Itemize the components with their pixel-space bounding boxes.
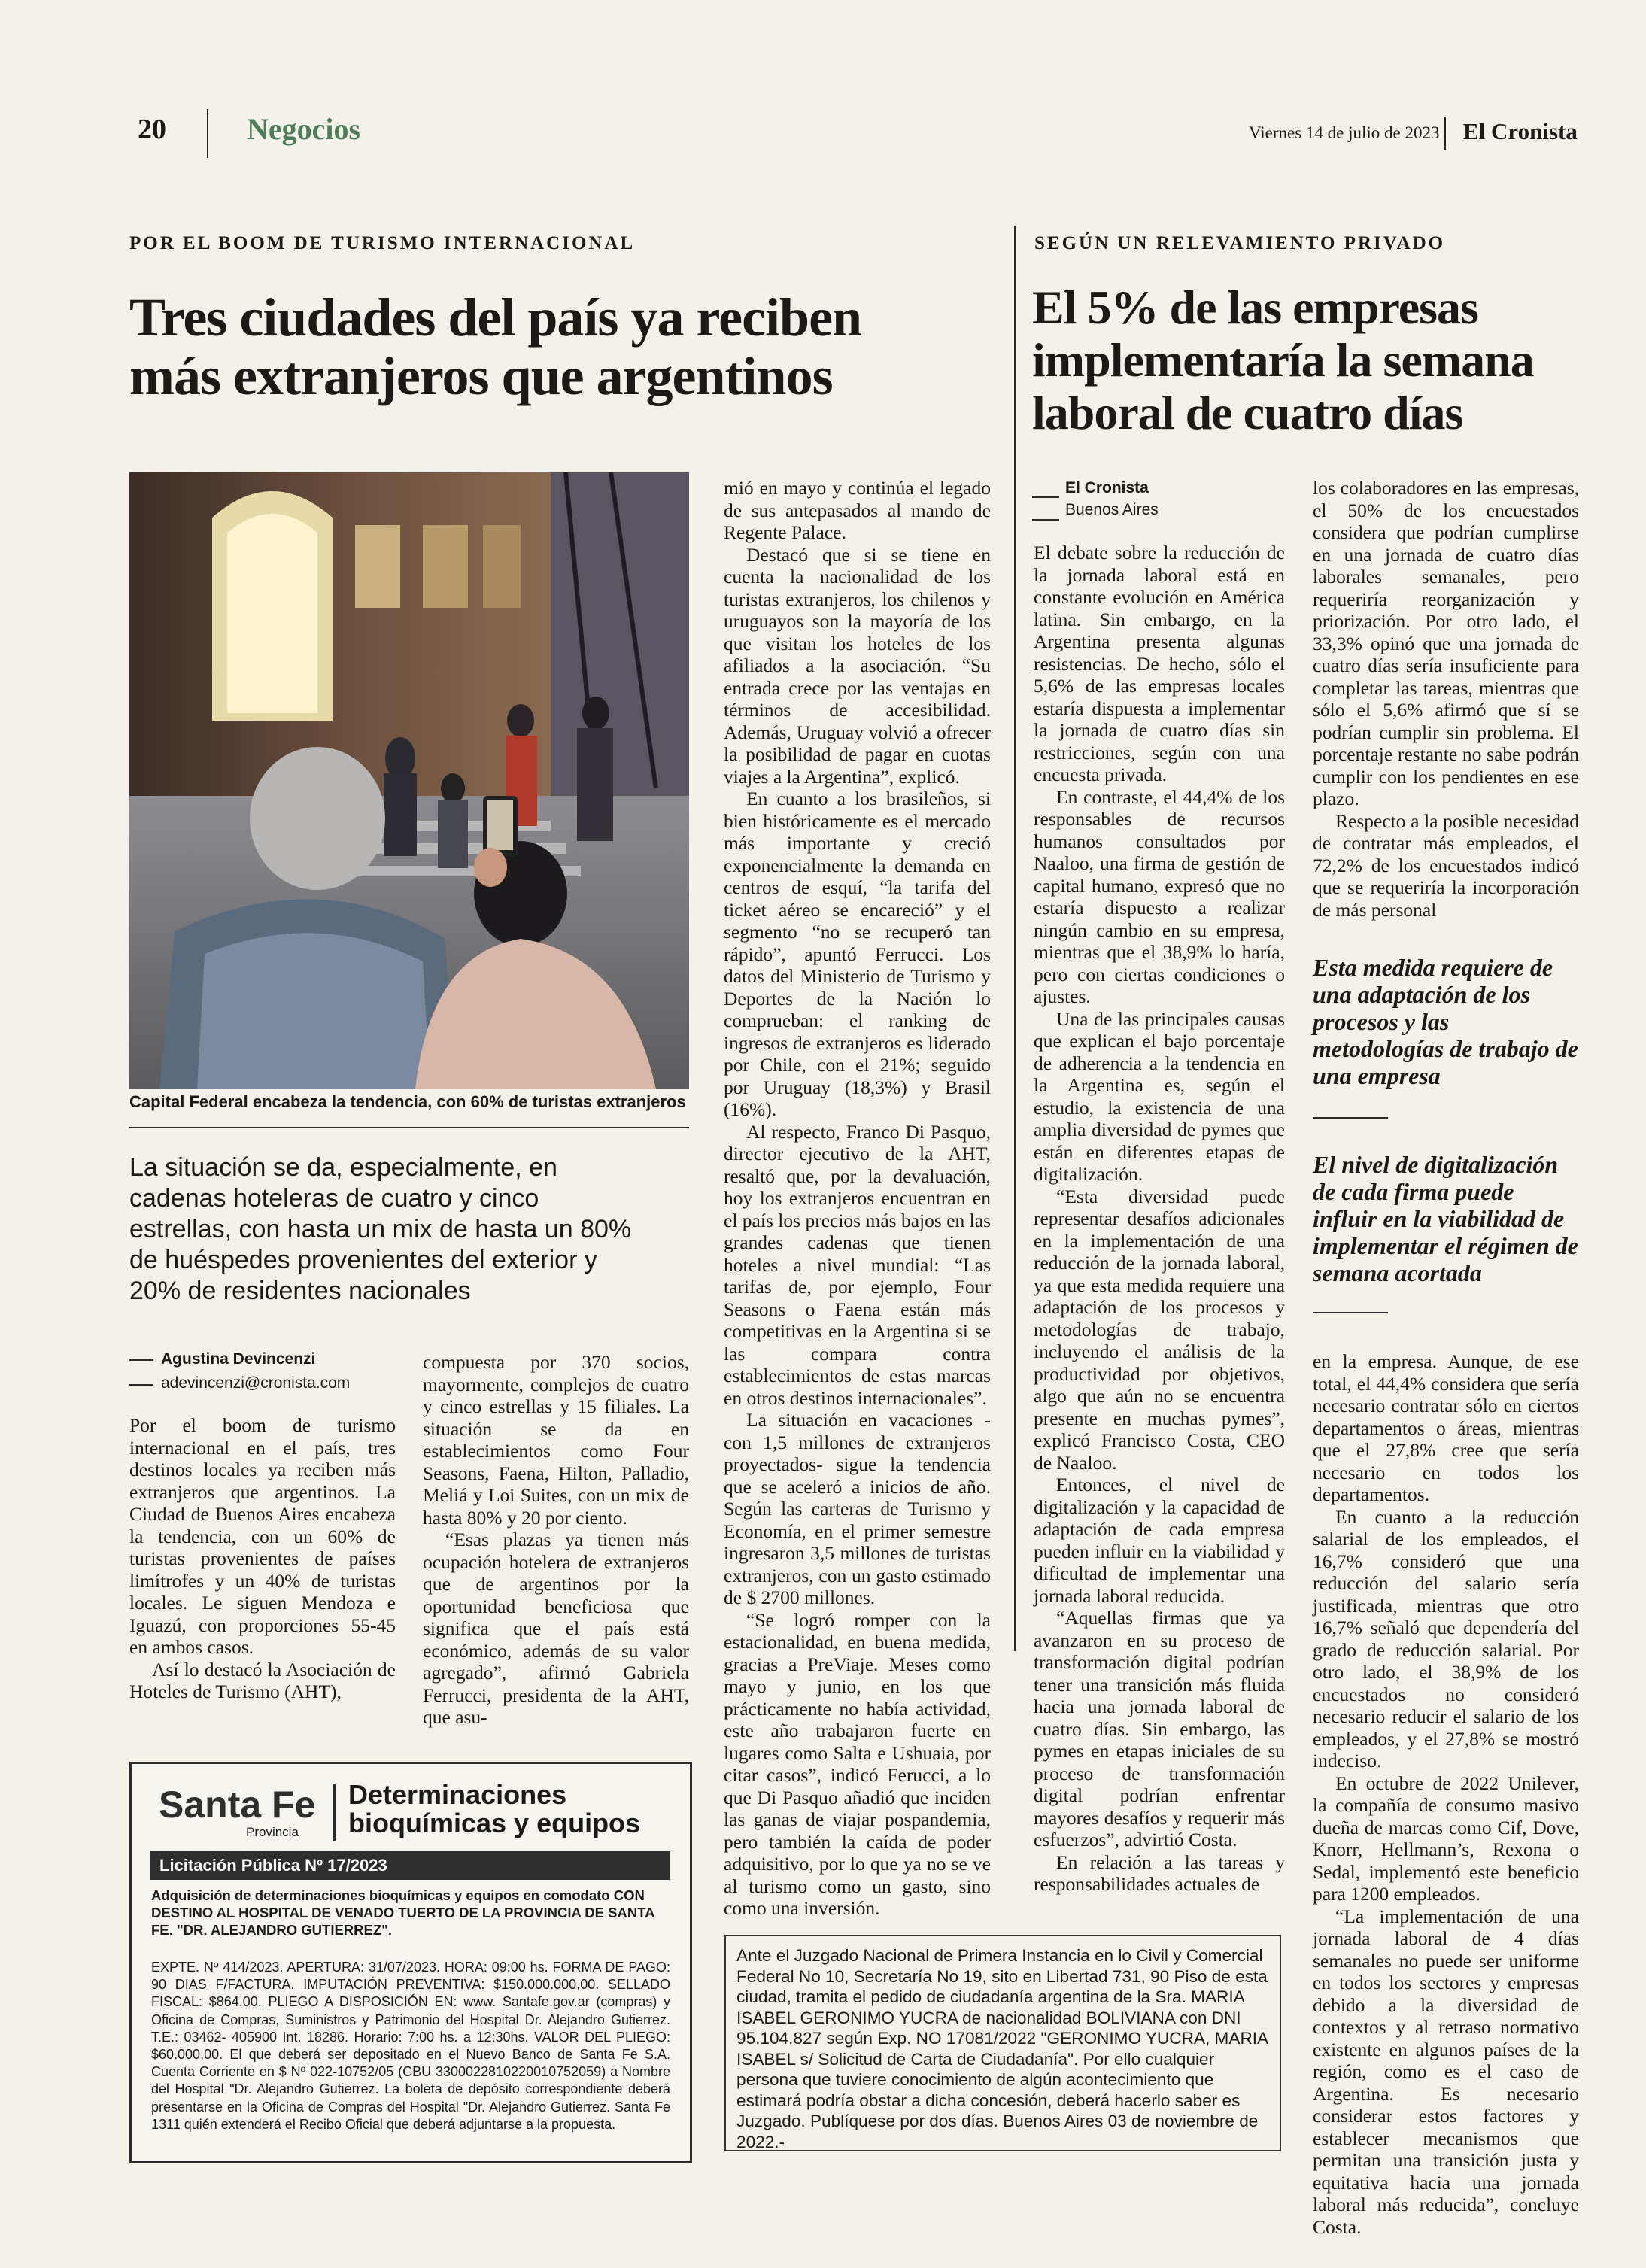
author-email: adevincenzi@cronista.com	[161, 1374, 351, 1392]
section-name: Negocios	[247, 112, 361, 146]
right-headline-line-3: laboral de cuatro días	[1032, 386, 1463, 439]
paragraph: En cuanto a la reducción salarial de los empleados, el 16,7% consideró que una reducción del salario sería justificada, mientras que otro 16,7% señaló que dependería del grado de reducción salarial. Por otro lado, el 38,9% de los encuestados no consideró necesario reducir el salario de los empleados, y el 27,8% se mostró indeciso.	[1313, 1505, 1579, 1772]
paragraph: Respecto a la posible necesidad de contratar más empleados, el 72,2% de los encuestados indicó que se requeriría la incorporación de más personal	[1313, 809, 1579, 921]
paragraph: Destacó que si se tiene en cuenta la nacionalidad de los turistas extranjeros, los chilenos y uruguayos son la mayoría de los que visitan los hoteles de los afiliados a la asociación. “Su entrada crece por las ventajas en términos de accesibilidad. Además, Uruguay volvió a ofrecer la posibilidad de pagar en cuotas viajes a la Argentina”, explicó.	[724, 543, 991, 788]
left-headline	[129, 288, 1002, 405]
government-ad	[129, 1762, 692, 2163]
paragraph: En contraste, el 44,4% de los responsables de recursos humanos consultados por Naaloo, una firma de gestión de capital humano, expresó que no estaría dispuesto a realizar ningún cambio en su empresa, mientras que el 38,9% lo haría, pero con ciertas condiciones o ajustes.	[1034, 785, 1285, 1007]
paragraph: Una de las principales causas que explican el bajo porcentaje de adherencia a la tendencia en la Argentina es, según el estudio, la existencia de una amplia diversidad de pymes que están en diferentes etapas de digitalización.	[1034, 1007, 1285, 1185]
left-headline-line-2: más extranjeros que argentinos	[129, 346, 833, 406]
ad-brand-sub: Provincia	[246, 1825, 299, 1839]
byline-rule-4	[1032, 519, 1059, 521]
header-divider	[207, 109, 208, 158]
newspaper-name: El Cronista	[1463, 118, 1578, 144]
paragraph: mió en mayo y continúa el legado de sus antepasados al mando de Regente Palace.	[724, 477, 991, 543]
ad-brand: Santa Fe	[159, 1784, 316, 1826]
paragraph: compuesta por 370 socios, mayormente, complejos de cuatro y cinco estrellas y 15 filiales. La situación se da en establecimientos como Four Seasons, Faena, Hilton, Palladio, Meliá y Loi Suites, con un mix de hasta 80% y 20 por ciento.	[423, 1351, 689, 1529]
paragraph: En relación a las tareas y responsabilidades actuales de	[1034, 1851, 1285, 1895]
paragraph: Entonces, el nivel de digitalización y la capacidad de adaptación de cada empresa pueden influir en la viabilidad y dificultad de implementar una jornada laboral reducida.	[1034, 1474, 1285, 1607]
ad-title-line-1: Determinaciones	[348, 1779, 567, 1810]
paragraph: En octubre de 2022 Unilever, la compañía de consumo masivo dueña de marcas como Cif, Dove, Knorr, Hellmann’s, Rexona o Sedal, implementó este beneficio para 1200 empleados.	[1313, 1772, 1579, 1905]
byline-rule-2	[129, 1384, 153, 1386]
right-kicker: SEGÚN UN RELEVAMIENTO PRIVADO	[1034, 233, 1446, 254]
left-col-2	[423, 1351, 689, 1729]
street-crowd-photo	[129, 472, 689, 1089]
article-photo	[129, 472, 689, 1089]
paragraph: “Se logró romper con la estacionalidad, en buena medida, gracias a PreViaje. Meses como mayo y junio, en los que prácticamente no había actividad, este año trabajaron fuerte en lugares como Salta e Ushuaia, por citar casos”, indicó Ferucci, a lo que Di Pasquo añadió que inciden las ganas de viajar pospandemia, pero también la caída de poder adquisitivo, por lo que ya no se ve al turismo como un gasto, sino como una inversión.	[724, 1608, 991, 1919]
header-divider-2	[1444, 117, 1446, 150]
paragraph: Así lo destacó la Asociación de Hoteles de Turismo (AHT),	[129, 1658, 396, 1702]
byline-rule	[129, 1359, 153, 1361]
ad-tender-bar: Licitación Pública Nº 17/2023	[150, 1851, 670, 1880]
photo-caption: Capital Federal encabeza la tendencia, con 60% de turistas extranjeros	[129, 1092, 686, 1111]
paragraph: “Esas plazas ya tienen más ocupación hotelera de extranjeros que de argentinos por la oportunidad beneficiosa que significa que el país está económico, además de su valor agregado”, afirmó Gabriela Ferrucci, presidenta de la AHT, que asu-	[423, 1529, 689, 1728]
article-lead: La situación se da, especialmente, en cadenas hoteleras de cuatro y cinco estrellas, con hasta un mix de hasta un 80% de huéspedes provenientes del exterior y 20% de residentes nacionales	[129, 1153, 632, 1305]
left-col-1	[129, 1414, 396, 1703]
paragraph: Por el boom de turismo internacional en el país, tres destinos locales ya reciben más extranjeros que argentinos. La Ciudad de Buenos Aires encabeza la tendencia, con un 60% de turistas provenientes de países limítrofes y un 40% de turistas locales. Le siguen Mendoza e Iguazú, con proporciones 55-45 en ambos casos.	[129, 1414, 396, 1658]
legal-notice: Ante el Juzgado Nacional de Primera Instancia en lo Civil y Comercial Federal No 10, Secretaría No 19, sito en Libertad 731, 90 Piso de esta ciudad, tramita el pedido de ciudadanía argentina de la Sra. MARIA ISABEL GERONIMO YUCRA de nacionalidad BOLIVIANA con DNI 95.104.827 según Exp. NO 17081/2022 "GERONIMO YUCRA, MARIA ISABEL s/ Solicitud de Carta de Ciudadanía". Por ello cualquier persona que tuviere conocimiento de algún acontecimiento que estimará podría obstar a dicha concesión, deberá hacerlo saber es Juzgado. Publíquese por dos días. Buenos Aires 03 de noviembre de 2022.-	[724, 1935, 1281, 2151]
pull-quote-2: El nivel de digitalización de cada firma puede influir en la viabilidad de implementar el régimen de semana acortada	[1313, 1151, 1578, 1286]
paragraph: El debate sobre la reducción de la jornada laboral está en constante evolución en América latina. Sin embargo, en la Argentina presenta algunas resistencias. De hecho, sólo el 5,6% de las empresas locales estaría dispuesta a implementar la jornada de cuatro días sin restricciones, según con una encuesta privada.	[1034, 542, 1285, 785]
paragraph: En cuanto a los brasileños, si bien históricamente es el mercado más importante y creció exponencialmente la demanda en centros de esquí, “la tarifa del ticket aéreo se encareció” y el segmento “no se recuperó tan rápido”, apuntó Ferrucci. Los datos del Ministerio de Turismo y Deportes de la Nación lo comprueban: el ranking de ingresos de extranjeros es liderado por Chile, con el 21%; seguido por Uruguay (18,3%) y Brasil (16%).	[724, 788, 991, 1120]
ad-separator	[333, 1784, 336, 1841]
byline-rule-3	[1032, 496, 1059, 498]
right-col-2-bottom	[1313, 1350, 1579, 2238]
left-headline-line-1: Tres ciudades del país ya reciben	[129, 287, 862, 348]
right-col-2-top	[1313, 477, 1579, 921]
paragraph: en la empresa. Aunque, de ese total, el 44,4% considera que sería necesario contratar sólo en ciertos departamentos o áreas, mientras que el 27,8% cree que sería necesario en todos los departamentos.	[1313, 1350, 1579, 1505]
left-kicker: POR EL BOOM DE TURISMO INTERNACIONAL	[129, 233, 636, 254]
ad-title	[348, 1781, 640, 1838]
byline-place: Buenos Aires	[1065, 501, 1159, 518]
right-headline-line-1: El 5% de las empresas	[1032, 281, 1478, 334]
paragraph: Al respecto, Franco Di Pasquo, director ejecutivo de la AHT, resaltó que, por la devaluación, hoy los extranjeros encuentran en el país los precios más bajos en las grandes cadenas que tienen hoteles a nivel mundial: “Las tarifas de, por ejemplo, Four Seasons o Faena están más competitivas en la Argentina si se las compara contra establecimientos de estas marcas en otros destinos internacionales”.	[724, 1120, 991, 1409]
paragraph: “Esta diversidad puede representar desafíos adicionales en la implementación de una reducción de la jornada laboral, ya que esta medida requiere una adaptación de los procesos y metodologías de trabajo, incluyendo el análisis de la productividad por objetivos, algo que aún no se encuentra presente en muchas pymes”, explicó Francisco Costa, CEO de Naaloo.	[1034, 1185, 1285, 1474]
quote-rule	[1313, 1117, 1388, 1119]
right-headline	[1032, 281, 1619, 439]
author-name: Agustina Devincenzi	[161, 1350, 316, 1368]
ad-body: EXPTE. Nº 414/2023. APERTURA: 31/07/2023. HORA: 09:00 hs. FORMA DE PAGO: 90 DIAS F/FACTURA. IMPUTACIÓN PREVENTIVA: $150.000.000,00. SELLADO FISCAL: $864.00. PLIEGO A DISPOSICIÓN EN: www. Santafe.gov.ar (compras) y Oficina de Compras, Suministros y Patrimonio del Hospital Dr. Alejandro Gutierrez. T.E.: 03462- 405900 Int. 18286. Horario: 7:00 hs. a 12:30hs. VALOR DEL PLIEGO: $60.000,00. El que deberá ser depositado en el Nuevo Banco de Santa Fe S.A. Cuenta Corriente en $ Nº 022-10752/05 (CBU 3300022810220010752059) a Nombre del Hospital "Dr. Alejandro Gutierrez. La boleta de depósito correspondiente deberá presentarse en la Oficina de Compras del Hospital "Dr. Alejandro Gutierrez. Santa Fe 1311 quién extenderá el Recibo Oficial que deberá adjuntarse a la propuesta.	[151, 1960, 670, 2132]
pull-quote-1: Esta medida requiere de una adaptación de los procesos y las metodologías de trabajo de una empresa	[1313, 954, 1578, 1089]
byline-source: El Cronista	[1065, 479, 1149, 496]
ad-title-line-2: bioquímicas y equipos	[348, 1808, 641, 1838]
issue-date: Viernes 14 de julio de 2023	[1249, 123, 1440, 142]
caption-rule	[129, 1127, 689, 1128]
ad-description: Adquisición de determinaciones bioquímicas y equipos en comodato CON DESTINO AL HOSPITAL DE VENADO TUERTO DE LA PROVINCIA DE SANTA FE. "DR. ALEJANDRO GUTIERREZ".	[151, 1887, 654, 1938]
paragraph: “Aquellas firmas que ya avanzaron en su proceso de transformación digital podrían tener una transición más fluida hacia una jornada laboral de cuatro días. Sin embargo, las pymes en etapas iniciales de su proceso de transformación digital podrían enfrentar mayores desafíos y requerir más esfuerzos”, advirtió Costa.	[1034, 1607, 1285, 1851]
page-number: 20	[138, 114, 166, 145]
article-divider	[1014, 226, 1016, 1651]
paragraph: La situación en vacaciones -con 1,5 millones de extranjeros proyectados- sigue la tendencia que se aceleró a inicios de año. Según las carteras de Turismo y Economía, en el primer semestre ingresaron 3,5 millones de turistas extranjeros, con un gasto estimado de $ 2700 millones.	[724, 1409, 991, 1608]
right-headline-line-2: implementaría la semana	[1032, 333, 1534, 387]
paragraph: “La implementación de una jornada laboral de 4 días semanales no puede ser uniforme en todos los sectores y empresas debido a la diversidad de contextos y al retraso normativo existente en algunos países de la región, como es el caso de Argentina. Es necesario considerar estos factores y establecer mecanismos que permitan una transición justa y equitativa hacia una jornada laboral más reducida”, concluye Costa.	[1313, 1905, 1579, 2238]
quote-rule-2	[1313, 1312, 1388, 1313]
left-col-3	[724, 477, 991, 1920]
paragraph: los colaboradores en las empresas, el 50% de los encuestados considera que podrían cumplirse en una jornada de cuatro días laborales semanales, pero requeriría reorganización y priorización. Por otro lado, el 33,3% opinó que una jornada de cuatro días sería insuficiente para completar las tareas, mientras que sólo el 5,6% afirmó que sí se podrían cumplir sin problema. El porcentaje restante no sabe podrán cumplir con los pendientes en ese plazo.	[1313, 477, 1579, 809]
right-col-1	[1034, 542, 1285, 1896]
